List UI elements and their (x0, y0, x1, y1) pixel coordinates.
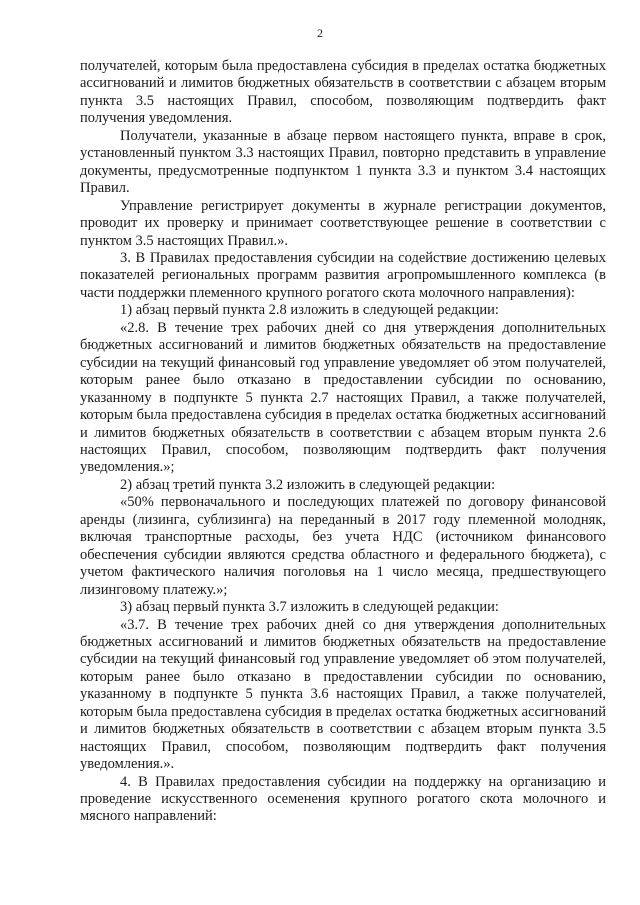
paragraph-4: 3. В Правилах предоставления субсидии на содействие достижению целевых показателей региональных программ развития агропромышленного комплекса (в части поддержки племенного крупного рогатого скота молочного направления): (80, 249, 606, 301)
paragraph-9: 3) абзац первый пункта 3.7 изложить в следующей редакции: (120, 599, 499, 616)
paragraph-5: 1) абзац первый пункта 2.8 изложить в следующей редакции: (120, 302, 499, 319)
paragraph-11: 4. В Правилах предоставления субсидии на поддержку на организацию и проведение искусственного осеменения крупного рогатого скота молочного и мясного направлений: (80, 773, 606, 825)
paragraph-3: Управление регистрирует документы в журнале регистрации документов, проводит их проверку и принимает соответствующее решение в соответствии с пунктом 3.5 настоящих Правил.». (80, 197, 606, 249)
page-number: 2 (317, 26, 323, 40)
paragraph-1: получателей, которым была предоставлена субсидия в пределах остатка бюджетных ассигнований и лимитов бюджетных обязательств в соответствии с абзацем вторым пункта 3.5 настоящих Правил, способом, позволяющим подтвердить факт получения уведомления. (80, 58, 606, 127)
paragraph-8: «50% первоначального и последующих платежей по договору финансовой аренды (лизинга, сублизинга) на переданный в 2017 году племенной молодняк, включая транспортные расходы, без учета НДС (источником финансового обеспечения субсидии являются средства областного и федерального бюджета), с учетом фактического наличия поголовья на 1 число месяца, предшествующего лизинговому платежу.»; (80, 494, 606, 598)
paragraph-10: «3.7. В течение трех рабочих дней со дня утверждения дополнительных бюджетных ассигнований и лимитов бюджетных обязательств на предоставление субсидии на текущий финансовый год управление уведомляет об этом получателей, которым ранее было отказано в предоставлении субсидии по основанию, указанному в подпункте 5 пункта 3.6 настоящих Правил, а также получателей, которым была предоставлена субсидия в пределах остатка бюджетных ассигнований и лимитов бюджетных обязательств в соответствии с абзацем вторым пункта 3.5 настоящих Правил, способом, позволяющим подтвердить факт получения уведомления.». (80, 616, 606, 773)
paragraph-7: 2) абзац третий пункта 3.2 изложить в следующей редакции: (120, 476, 496, 493)
paragraph-2: Получатели, указанные в абзаце первом настоящего пункта, вправе в срок, установленный пунктом 3.3 настоящих Правил, повторно представить в управление документы, предусмотренные подпунктом 1 пункта 3.3 и пунктом 3.4 настоящих Правил. (80, 127, 606, 197)
document-body (80, 58, 606, 826)
paragraph-6: «2.8. В течение трех рабочих дней со дня утверждения дополнительных бюджетных ассигнований и лимитов бюджетных обязательств на предоставление субсидии на текущий финансовый год управление уведомляет об этом получателей, которым ранее было отказано в предоставлении субсидии по основанию, указанному в подпункте 5 пункта 2.7 настоящих Правил, а также получателей, которым была предоставлена субсидия в пределах остатка бюджетных ассигнований и лимитов бюджетных обязательств в соответствии с абзацем вторым пункта 2.6 настоящих Правил, способом, позволяющим подтвердить факт получения уведомления.»; (80, 319, 606, 476)
